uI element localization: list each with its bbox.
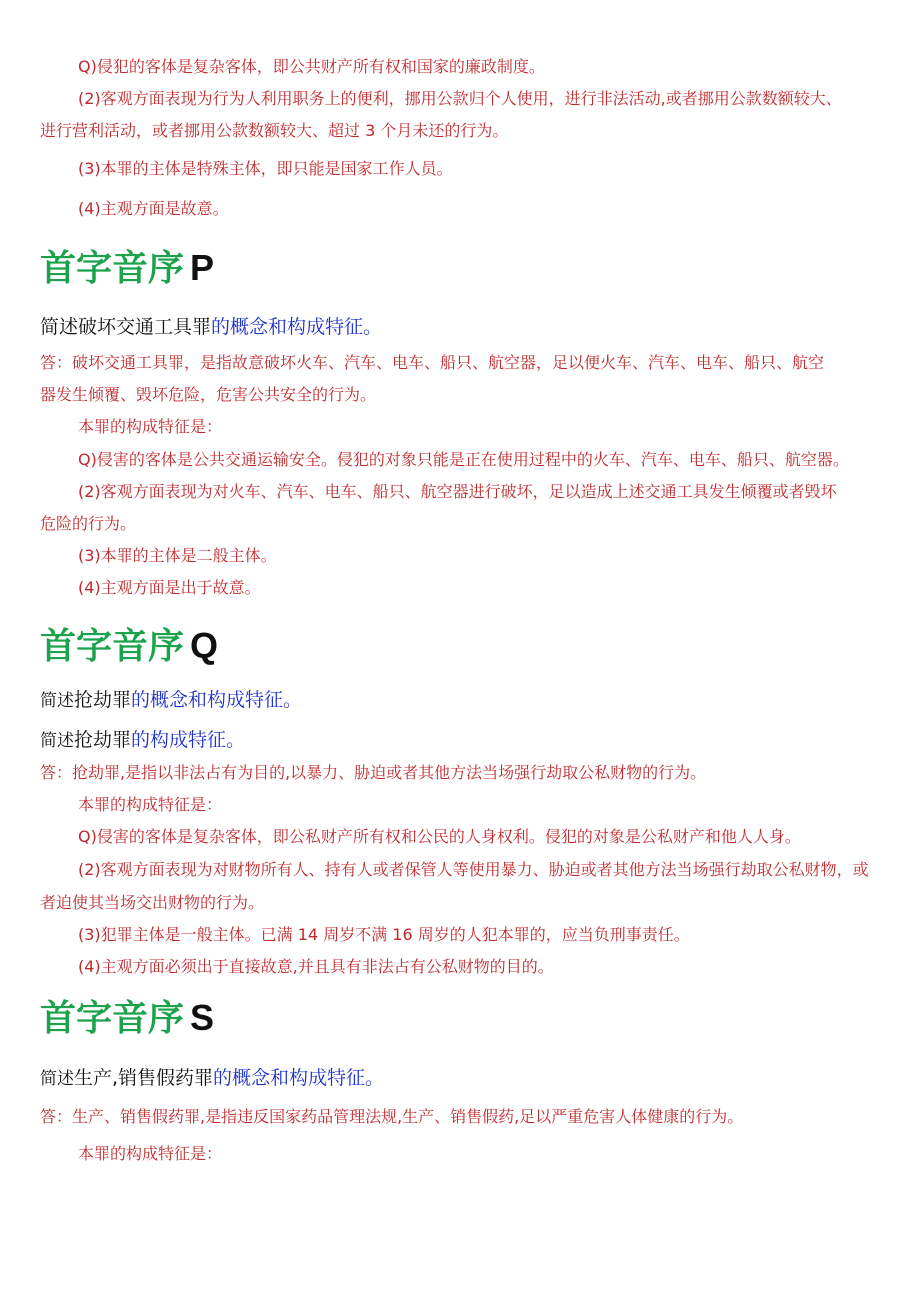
heading-text: 首字音序 <box>40 998 185 1039</box>
section-heading-q <box>40 624 218 669</box>
question-suffix: 的概念和构成特征。 <box>211 316 383 338</box>
item-subjective: (4)主观方面是故意。 <box>78 199 229 218</box>
feature-object: Q)侵害的客体是公共交通运输安全。侵犯的对象只能是正在使用过程中的火车、汽车、电车、船只、航空器。 <box>78 450 849 469</box>
question-topic: 破坏交通工具罪 <box>78 316 212 338</box>
question-topic: 生产,销售假药罪 <box>74 1067 214 1089</box>
question-topic: 抢劫罪 <box>74 729 132 751</box>
feature-object: Q)侵害的客体是复杂客体，即公私财产所有权和公民的人身权利。侵犯的对象是公私财产和他人人身。 <box>78 827 801 846</box>
question-suffix: 的概念和构成特征。 <box>213 1067 385 1089</box>
question-title <box>40 1066 384 1091</box>
features-label: 本罪的构成特征是： <box>78 795 223 814</box>
feature-objective-line2: 危险的行为。 <box>40 514 137 533</box>
answer-line1: 答：破坏交通工具罪，是指故意破坏火车、汽车、电车、船只、航空器，足以便火车、汽车、电车、船只、航空 <box>40 353 825 372</box>
heading-text: 首字音序 <box>40 626 185 667</box>
question-prefix: 简述 <box>40 1069 74 1089</box>
section-heading-s <box>40 996 214 1041</box>
heading-letter: Q <box>190 625 219 666</box>
question-prefix: 简述 <box>40 316 79 338</box>
item-subject: (3)本罪的主体是特殊主体，即只能是国家工作人员。 <box>78 159 453 178</box>
question-prefix: 简述 <box>40 731 74 751</box>
feature-objective-line1: (2)客观方面表现为对火车、汽车、电车、船只、航空器进行破坏，足以造成上述交通工具发生倾覆或者毁坏 <box>78 482 837 501</box>
question-suffix: 的构成特征。 <box>131 729 246 751</box>
answer-line2: 器发生倾覆、毁坏危险，危害公共安全的行为。 <box>40 385 377 404</box>
item-objective-line1: (2)客观方面表现为行为人利用职务上的便利，挪用公款归个人使用，进行非法活动,或者挪用公款数额较大、 <box>78 89 842 108</box>
answer-line1: 答：生产、销售假药罪,是指违反国家药品管理法规,生产、销售假药,足以严重危害人体健康的行为。 <box>40 1107 744 1126</box>
feature-subjective: (4)主观方面是出于故意。 <box>78 578 261 597</box>
heading-letter: P <box>190 247 215 288</box>
question-title <box>40 688 302 713</box>
features-label: 本罪的构成特征是： <box>78 1144 223 1163</box>
question-prefix: 简述 <box>40 691 74 711</box>
heading-text: 首字音序 <box>40 248 185 289</box>
item-objective-line2: 进行营利活动，或者挪用公款数额较大、超过 3 个月未还的行为。 <box>40 121 509 140</box>
feature-objective-line1: (2)客观方面表现为对财物所有人、持有人或者保管人等使用暴力、胁迫或者其他方法当场强行劫取公私财物，或 <box>78 860 869 879</box>
feature-objective-line2: 者迫使其当场交出财物的行为。 <box>40 893 265 912</box>
feature-subject: (3)犯罪主体是一般主体。已满 14 周岁不满 16 周岁的人犯本罪的，应当负刑事责任。 <box>78 925 690 944</box>
heading-letter: S <box>190 997 215 1038</box>
answer-line1: 答：抢劫罪,是指以非法占有为目的,以暴力、胁迫或者其他方法当场强行劫取公私财物的行为。 <box>40 763 707 782</box>
question-topic: 抢劫罪 <box>74 689 132 711</box>
question-title <box>40 315 382 340</box>
item-object: Q)侵犯的客体是复杂客体，即公共财产所有权和国家的廉政制度。 <box>78 57 545 76</box>
question-suffix: 的概念和构成特征。 <box>131 689 303 711</box>
question-title-2 <box>40 728 245 753</box>
section-heading-p <box>40 246 214 291</box>
features-label: 本罪的构成特征是： <box>78 417 223 436</box>
feature-subject: (3)本罪的主体是二般主体。 <box>78 546 277 565</box>
feature-subjective: (4)主观方面必须出于直接故意,并且具有非法占有公私财物的目的。 <box>78 957 554 976</box>
